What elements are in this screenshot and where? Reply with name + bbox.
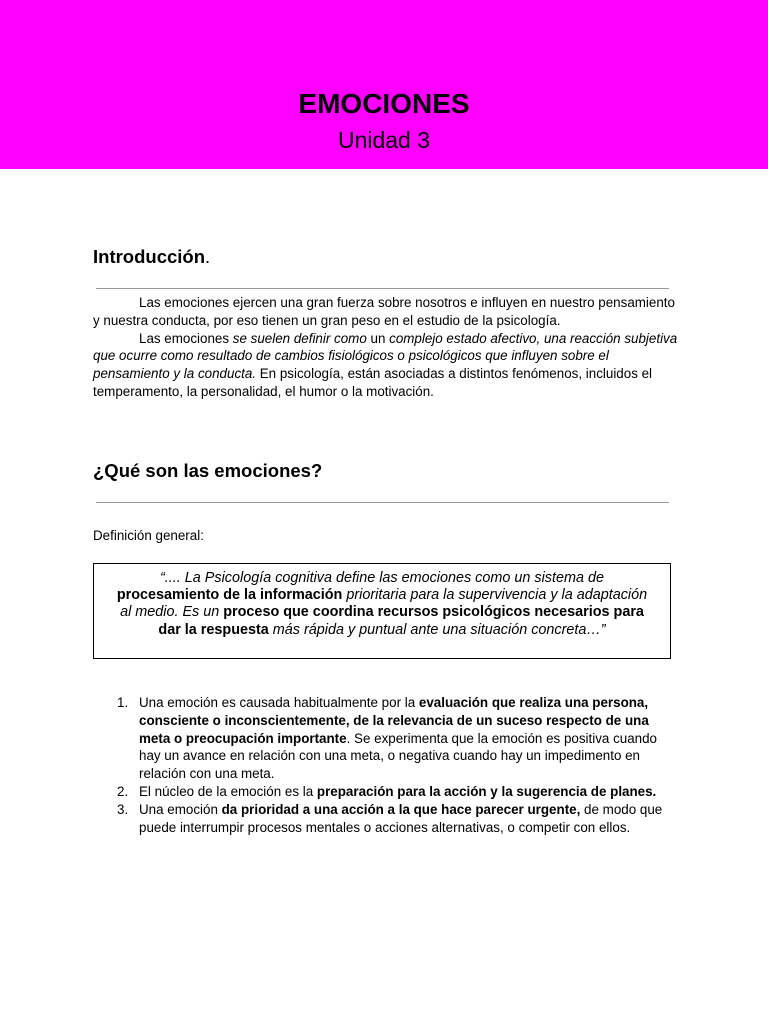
intro-body xyxy=(93,294,678,401)
list-item-text: Una emoción xyxy=(139,801,222,817)
list-item-number: 1. xyxy=(117,695,129,710)
intro-divider xyxy=(96,288,669,289)
list-item-bold: preparación para la acción y la sugerencia de planes. xyxy=(316,783,657,799)
list-item-text: El núcleo de la emoción es la xyxy=(139,783,317,799)
quote-text-b: prioritaria para la supervivencia y la adaptación al medio. Es un xyxy=(120,587,648,621)
section2-heading: ¿Qué son las emociones? xyxy=(93,460,323,481)
definition-label: Definición general: xyxy=(93,528,204,543)
title-banner xyxy=(0,0,768,169)
quote-bold-b: proceso que coordina recursos psicológicos necesarios para dar la respuesta xyxy=(158,604,644,638)
intro-heading xyxy=(93,245,210,269)
list-item-bold: da prioridad a una acción a la que hace parecer urgente, xyxy=(221,801,581,817)
list-item-bold: evaluación que realiza una persona, consciente o inconscientemente, de la relevancia de un suceso respecto de una meta o preocupación importante xyxy=(139,695,649,746)
intro-heading-text: Introducción xyxy=(93,246,206,267)
page-title: EMOCIONES xyxy=(298,88,470,119)
intro-paragraph-1: Las emociones ejercen una gran fuerza sobre nosotros e influyen en nuestro pensamiento y nuestra conducta, por eso tienen un gran peso en el estudio de la psicología. xyxy=(93,295,675,328)
quote-text-a: “.... La Psicología cognitiva define las emociones como un sistema de xyxy=(160,570,604,586)
intro-p2-text-a: Las emociones xyxy=(139,330,233,346)
list-item xyxy=(117,694,669,783)
page-subtitle: Unidad 3 xyxy=(337,127,431,153)
list-item-text: Una emoción es causada habitualmente por la xyxy=(139,695,419,710)
quote-text-c: más rápida y puntual ante una situación concreta…” xyxy=(268,621,606,638)
intro-p2-italic-b: complejo estado afectivo, una reacción subjetiva que ocurre como resultado de cambios fisiológicos o psicológicos que influyen sobre el pensamiento y la conducta. xyxy=(93,330,678,382)
section2-divider xyxy=(96,502,669,503)
list-item xyxy=(117,783,669,801)
intro-p2-text-c: En psicología, están asociadas a distintos fenómenos, incluidos el temperamento, la personalidad, el humor o la motivación. xyxy=(93,366,653,399)
list-item-text: de modo que puede interrumpir procesos mentales o acciones alternativas, o competir con ellos. xyxy=(139,801,663,835)
list-item-number: 3. xyxy=(117,801,129,817)
definition-quote-box xyxy=(93,563,671,659)
intro-paragraph-2 xyxy=(93,330,678,401)
intro-heading-period: . xyxy=(205,246,211,267)
emotion-points-list xyxy=(117,694,669,836)
intro-p2-italic-a: se suelen definir como xyxy=(232,330,367,346)
list-item-number: 2. xyxy=(117,783,129,799)
list-item xyxy=(117,801,669,837)
quote-bold-a: procesamiento de la información xyxy=(116,587,343,604)
intro-p2-text-b: un xyxy=(366,330,390,346)
list-item-text: . Se experimenta que la emoción es positiva cuando hay un avance en relación con una meta, o negativa cuando hay un impedimento en relación con una meta. xyxy=(139,730,657,782)
